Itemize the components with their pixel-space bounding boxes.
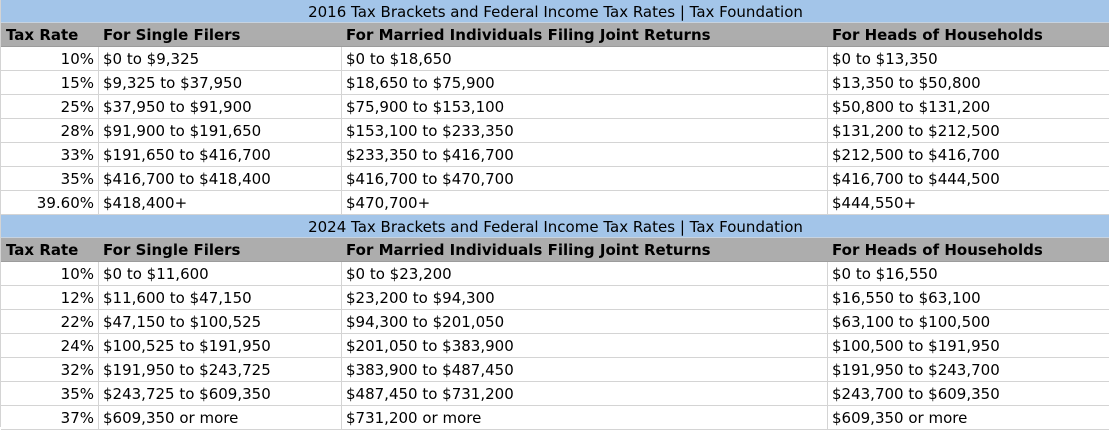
cell-single-filers[interactable]: $47,150 to $100,525: [99, 310, 342, 334]
column-header-heads-of-households[interactable]: For Heads of Households: [832, 26, 1043, 44]
cell-tax-rate[interactable]: 37%: [1, 406, 99, 430]
cell-tax-rate[interactable]: 39.60%: [1, 191, 99, 215]
cell-married-joint[interactable]: $75,900 to $153,100: [342, 95, 828, 119]
cell-married-joint[interactable]: $731,200 or more: [342, 406, 828, 430]
table-row: [1, 286, 1109, 310]
table-row: [1, 310, 1109, 334]
table-title[interactable]: 2016 Tax Brackets and Federal Income Tax Rates | Tax Foundation: [308, 3, 803, 21]
table-row: [1, 382, 1109, 406]
cell-married-joint[interactable]: $23,200 to $94,300: [342, 286, 828, 310]
cell-single-filers[interactable]: $0 to $11,600: [99, 262, 342, 286]
table-row: [1, 358, 1109, 382]
cell-married-joint[interactable]: $201,050 to $383,900: [342, 334, 828, 358]
cell-heads-of-households[interactable]: $191,950 to $243,700: [828, 358, 1109, 382]
cell-single-filers[interactable]: $416,700 to $418,400: [99, 167, 342, 191]
cell-single-filers[interactable]: $0 to $9,325: [99, 47, 342, 71]
table-title[interactable]: 2024 Tax Brackets and Federal Income Tax Rates | Tax Foundation: [308, 218, 803, 236]
cell-tax-rate[interactable]: 12%: [1, 286, 99, 310]
cell-married-joint[interactable]: $383,900 to $487,450: [342, 358, 828, 382]
cell-married-joint[interactable]: $487,450 to $731,200: [342, 382, 828, 406]
cell-married-joint[interactable]: $470,700+: [342, 191, 828, 215]
cell-single-filers[interactable]: $191,650 to $416,700: [99, 143, 342, 167]
cell-married-joint[interactable]: $18,650 to $75,900: [342, 71, 828, 95]
cell-heads-of-households[interactable]: $444,550+: [828, 191, 1109, 215]
table-row: [1, 334, 1109, 358]
cell-tax-rate[interactable]: 32%: [1, 358, 99, 382]
cell-single-filers[interactable]: $418,400+: [99, 191, 342, 215]
column-header-row: [1, 238, 1109, 262]
cell-married-joint[interactable]: $153,100 to $233,350: [342, 119, 828, 143]
cell-heads-of-households[interactable]: $212,500 to $416,700: [828, 143, 1109, 167]
cell-tax-rate[interactable]: 22%: [1, 310, 99, 334]
cell-tax-rate[interactable]: 24%: [1, 334, 99, 358]
cell-single-filers[interactable]: $37,950 to $91,900: [99, 95, 342, 119]
cell-single-filers[interactable]: $91,900 to $191,650: [99, 119, 342, 143]
table-row: [1, 95, 1109, 119]
cell-heads-of-households[interactable]: $243,700 to $609,350: [828, 382, 1109, 406]
table-row: [1, 143, 1109, 167]
cell-tax-rate[interactable]: 10%: [1, 262, 99, 286]
cell-single-filers[interactable]: $191,950 to $243,725: [99, 358, 342, 382]
cell-tax-rate[interactable]: 35%: [1, 167, 99, 191]
table-title-row: [1, 215, 1109, 238]
cell-tax-rate[interactable]: 25%: [1, 95, 99, 119]
table-row: [1, 406, 1109, 430]
cell-married-joint[interactable]: $0 to $18,650: [342, 47, 828, 71]
cell-heads-of-households[interactable]: $416,700 to $444,500: [828, 167, 1109, 191]
cell-single-filers[interactable]: $9,325 to $37,950: [99, 71, 342, 95]
table-row: [1, 191, 1109, 215]
cell-single-filers[interactable]: $609,350 or more: [99, 406, 342, 430]
column-header-row: [1, 23, 1109, 47]
cell-heads-of-households[interactable]: $0 to $16,550: [828, 262, 1109, 286]
cell-tax-rate[interactable]: 10%: [1, 47, 99, 71]
column-header-tax-rate[interactable]: Tax Rate: [6, 241, 79, 259]
cell-heads-of-households[interactable]: $609,350 or more: [828, 406, 1109, 430]
cell-heads-of-households[interactable]: $131,200 to $212,500: [828, 119, 1109, 143]
cell-heads-of-households[interactable]: $100,500 to $191,950: [828, 334, 1109, 358]
cell-heads-of-households[interactable]: $13,350 to $50,800: [828, 71, 1109, 95]
cell-heads-of-households[interactable]: $16,550 to $63,100: [828, 286, 1109, 310]
column-header-single-filers[interactable]: For Single Filers: [103, 26, 241, 44]
column-header-heads-of-households[interactable]: For Heads of Households: [832, 241, 1043, 259]
cell-single-filers[interactable]: $11,600 to $47,150: [99, 286, 342, 310]
cell-married-joint[interactable]: $416,700 to $470,700: [342, 167, 828, 191]
cell-heads-of-households[interactable]: $0 to $13,350: [828, 47, 1109, 71]
cell-tax-rate[interactable]: 35%: [1, 382, 99, 406]
cell-heads-of-households[interactable]: $50,800 to $131,200: [828, 95, 1109, 119]
column-header-married-joint[interactable]: For Married Individuals Filing Joint Returns: [346, 241, 711, 259]
cell-heads-of-households[interactable]: $63,100 to $100,500: [828, 310, 1109, 334]
cell-tax-rate[interactable]: 33%: [1, 143, 99, 167]
table-row: [1, 47, 1109, 71]
table-row: [1, 119, 1109, 143]
cell-tax-rate[interactable]: 15%: [1, 71, 99, 95]
cell-single-filers[interactable]: $243,725 to $609,350: [99, 382, 342, 406]
cell-tax-rate[interactable]: 28%: [1, 119, 99, 143]
cell-married-joint[interactable]: $233,350 to $416,700: [342, 143, 828, 167]
column-header-single-filers[interactable]: For Single Filers: [103, 241, 241, 259]
table-row: [1, 71, 1109, 95]
column-header-married-joint[interactable]: For Married Individuals Filing Joint Returns: [346, 26, 711, 44]
cell-married-joint[interactable]: $94,300 to $201,050: [342, 310, 828, 334]
column-header-tax-rate[interactable]: Tax Rate: [6, 26, 79, 44]
table-title-row: [1, 0, 1109, 23]
cell-single-filers[interactable]: $100,525 to $191,950: [99, 334, 342, 358]
table-row: [1, 167, 1109, 191]
table-row: [1, 262, 1109, 286]
cell-married-joint[interactable]: $0 to $23,200: [342, 262, 828, 286]
